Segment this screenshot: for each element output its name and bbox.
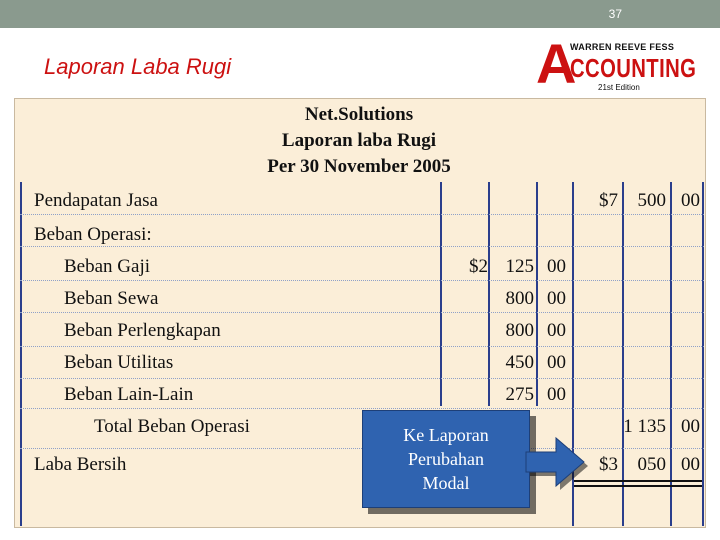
callout-box — [362, 410, 530, 508]
amount-outer-dollar: $3 — [599, 454, 618, 475]
callout-line: Modal — [422, 473, 470, 493]
amount-inner-cents: 00 — [547, 288, 566, 309]
amount-inner-main: 800 — [505, 288, 534, 309]
amount-outer-main: 500 — [637, 190, 666, 211]
callout-line: Ke Laporan — [403, 425, 489, 445]
statement-company: Net.Solutions — [304, 104, 414, 125]
logo-word: CCOUNTING — [570, 53, 697, 83]
amount-outer-main: 050 — [637, 454, 666, 475]
column-divider — [702, 182, 704, 526]
row-label-laba-bersih: Laba Bersih — [34, 454, 127, 475]
amount-inner-main: 800 — [505, 320, 534, 341]
accounting-logo — [532, 32, 697, 98]
column-divider — [440, 182, 442, 406]
row-label-total-beban-operasi: Total Beban Operasi — [94, 416, 250, 437]
amount-inner-main: 125 — [505, 256, 534, 277]
amount-inner-cents: 00 — [547, 384, 566, 405]
row-label-beban-lain-lain: Beban Lain-Lain — [64, 384, 194, 405]
amount-inner-cents: 00 — [547, 320, 566, 341]
row-divider — [20, 246, 704, 247]
statement-period: Per 30 November 2005 — [267, 156, 451, 177]
logo-edition: 21st Edition — [598, 83, 640, 92]
amount-inner-dollar: $2 — [469, 256, 488, 277]
amount-inner-main: 275 — [505, 384, 534, 405]
slide-title: Laporan Laba Rugi — [44, 54, 232, 79]
row-divider — [20, 346, 704, 347]
row-divider — [20, 280, 704, 281]
row-label-pendapatan-jasa: Pendapatan Jasa — [34, 190, 158, 211]
row-divider — [20, 214, 704, 215]
double-underline — [574, 480, 702, 482]
arrow-right-icon — [522, 426, 592, 496]
amount-outer-cents: 00 — [681, 190, 700, 211]
amount-outer-cents: 00 — [681, 416, 700, 437]
double-underline — [574, 485, 702, 487]
logo-authors: WARREN REEVE FESS — [570, 42, 675, 52]
logo-big-letter: A — [536, 32, 577, 95]
callout-line: Perubahan — [408, 449, 484, 469]
amount-inner-main: 450 — [505, 352, 534, 373]
row-label-beban-utilitas: Beban Utilitas — [64, 352, 174, 373]
row-label-beban-operasi: Beban Operasi: — [34, 224, 152, 245]
page-number: 37 — [608, 7, 622, 21]
amount-inner-cents: 00 — [547, 256, 566, 277]
amount-inner-cents: 00 — [547, 352, 566, 373]
row-divider — [20, 408, 704, 409]
amount-outer-main: 1 135 — [623, 416, 666, 437]
amount-outer-dollar: $7 — [599, 190, 618, 211]
row-label-beban-perlengkapan: Beban Perlengkapan — [64, 320, 221, 341]
top-bar — [0, 0, 720, 28]
row-label-beban-sewa: Beban Sewa — [64, 288, 159, 309]
row-divider — [20, 312, 704, 313]
amount-outer-cents: 00 — [681, 454, 700, 475]
column-divider — [20, 182, 22, 526]
row-label-beban-gaji: Beban Gaji — [64, 256, 151, 277]
row-divider — [20, 378, 704, 379]
statement-name: Laporan laba Rugi — [281, 130, 437, 151]
